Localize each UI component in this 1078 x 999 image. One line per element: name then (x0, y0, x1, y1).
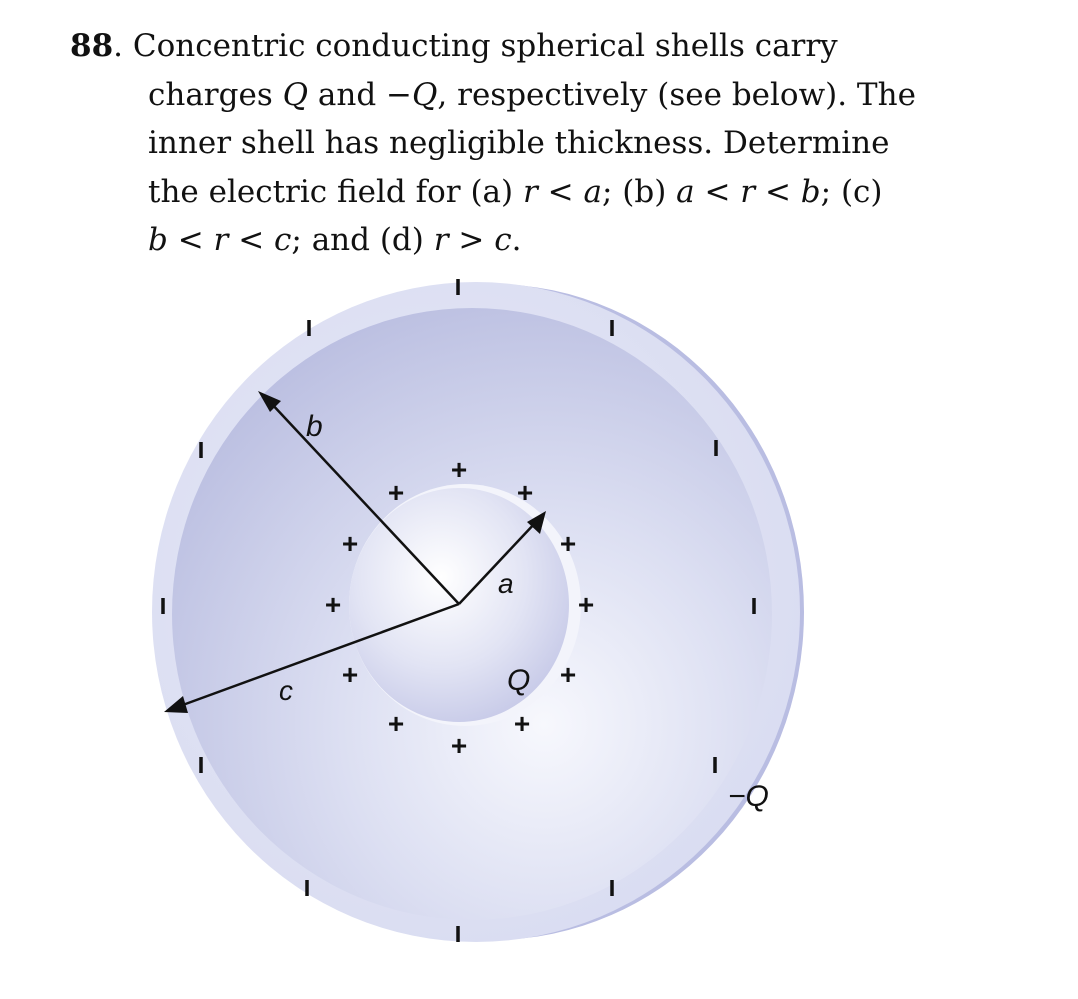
plus-charge: + (513, 708, 531, 739)
label-negQ: −Q (728, 780, 769, 813)
plus-charge: + (324, 589, 342, 620)
problem-line-3: inner shell has negligible thickness. Determine (148, 125, 890, 161)
plus-charge: + (341, 528, 359, 559)
problem-line-2: charges Q and −Q, respectively (see below). The (148, 76, 916, 113)
plus-charge: + (516, 477, 534, 508)
plus-charge: + (387, 477, 405, 508)
problem-line-1: 88. Concentric conducting spherical shells carry (70, 28, 838, 64)
problem-number: 88 (70, 28, 114, 64)
problem-line-4: the electric field for (a) r < a; (b) a < r < b; (c) (148, 173, 883, 210)
label-c: c (279, 675, 293, 706)
plus-charge: + (577, 589, 595, 620)
plus-charge: + (341, 659, 359, 690)
plus-charge: + (450, 730, 468, 761)
plus-charge: + (559, 659, 577, 690)
label-a: a (498, 568, 514, 599)
plus-charge: + (387, 708, 405, 739)
label-Q: Q (507, 664, 531, 697)
plus-charge: + (559, 528, 577, 559)
plus-charge: + (450, 454, 468, 485)
label-b: b (306, 410, 323, 443)
problem-line-5: b < r < c; and (d) r > c. (148, 222, 522, 258)
